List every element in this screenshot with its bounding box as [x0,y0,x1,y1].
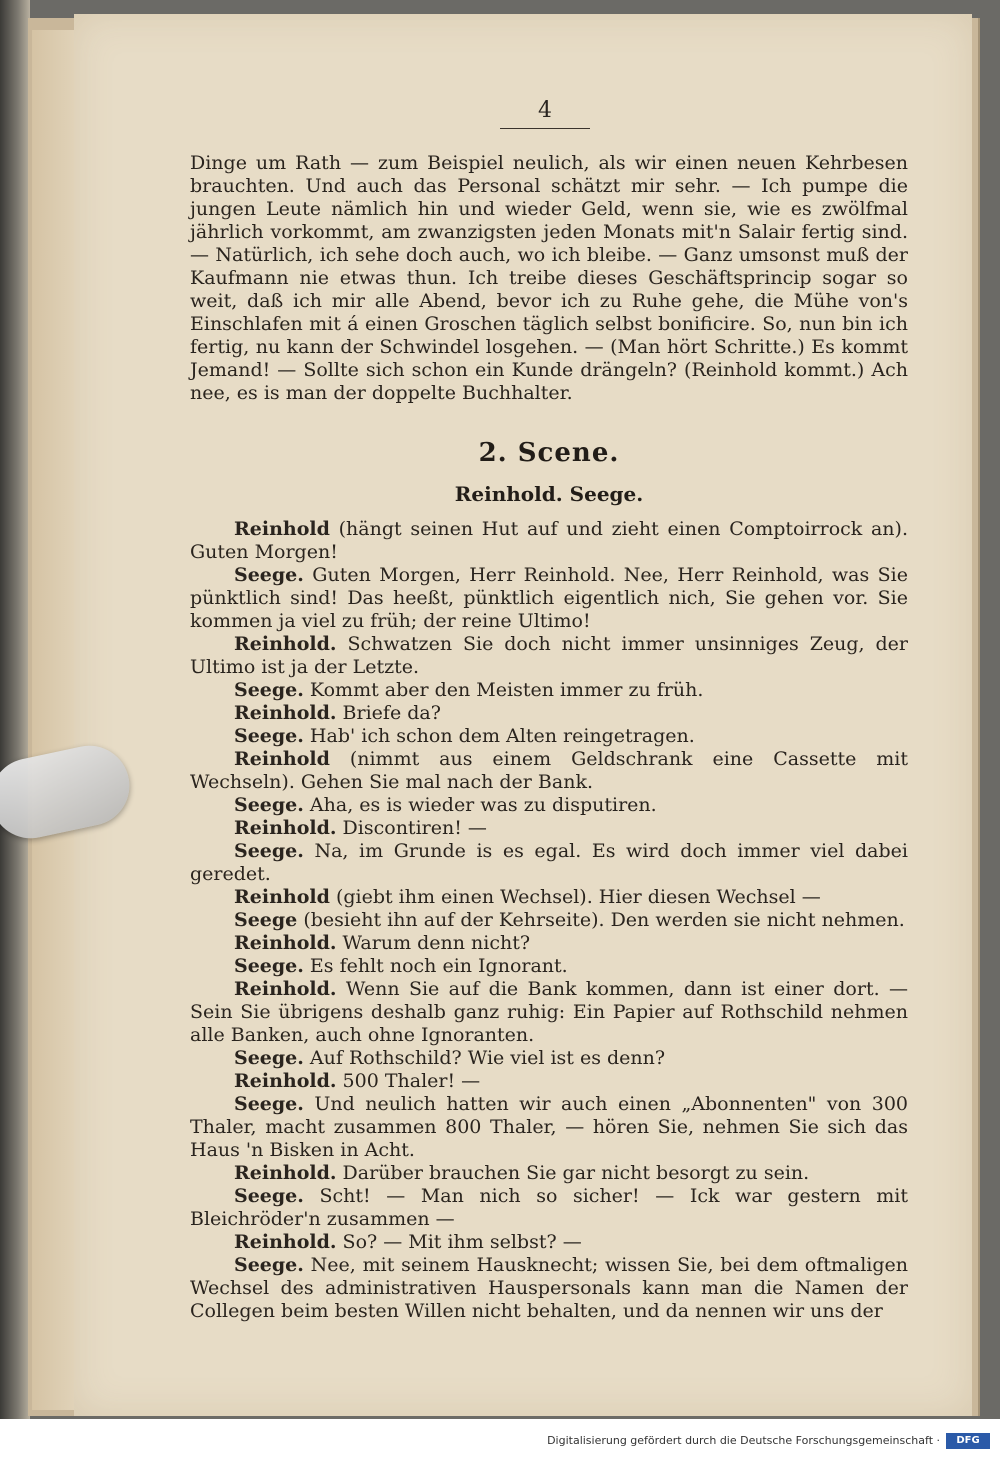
book-spine [0,0,30,1440]
dialogue-line [190,1254,908,1323]
dialogue-line [190,518,908,564]
line-text: Auf Rothschild? Wie viel ist es denn? [303,1047,666,1069]
line-text: Darüber brauchen Sie gar nicht besorgt zu sein. [336,1162,810,1184]
dialogue-line [190,1185,908,1231]
speaker: Seege. [234,725,304,747]
dialogue-line [190,1047,908,1070]
dialogue-line [190,978,908,1047]
line-text: Es fehlt noch ein Ignorant. [303,955,568,977]
dialogue-line [190,564,908,633]
dialogue-line [190,840,908,886]
line-text: Warum denn nicht? [336,932,531,954]
speaker: Reinhold. [234,817,337,839]
dfg-logo: DFG [946,1433,990,1449]
speaker: Reinhold. [234,1231,337,1253]
speaker: Reinhold. [234,978,337,1000]
speaker: Seege. [234,840,304,862]
dialogue-line [190,955,908,978]
line-text: (hängt seinen Hut auf und zieht einen Comptoirrock an). Guten Morgen! [190,518,908,563]
speaker: Reinhold [234,886,330,908]
dialogue-line [190,909,908,932]
speaker: Reinhold [234,518,330,540]
dialogue-line [190,886,908,909]
line-text: Aha, es is wieder was zu disputiren. [303,794,657,816]
opening-paragraph [190,152,908,405]
speaker: Seege. [234,955,304,977]
line-text: Hab' ich schon dem Alten reingetragen. [303,725,695,747]
page-edge [32,30,74,1410]
line-text: Scht! — Man nich so sicher! — Ick war gestern mit Bleichröder'n zusammen — [190,1185,908,1230]
footer-bar [0,1419,1000,1459]
scene-title: 2. Scene. [478,438,620,468]
dialogue-line [190,702,908,725]
speaker: Seege. [234,564,304,586]
line-text: Discontiren! — [336,817,487,839]
speaker: Seege. [234,1093,304,1115]
dialogue-line [190,748,908,794]
scene-persons: Reinhold. Seege. [454,482,644,506]
dialogue-line [190,932,908,955]
funding-note: Digitalisierung gefördert durch die Deutsche Forschungsgemeinschaft · [547,1434,940,1447]
dialogue-line [190,1231,908,1254]
line-text: (besieht ihn auf der Kehrseite). Den werden sie nicht nehmen. [297,909,905,931]
page-number: 4 [538,98,552,123]
dialogue-line [190,679,908,702]
line-text: Na, im Grunde is es egal. Es wird doch immer viel dabei geredet. [190,840,908,885]
dialogue-line [190,794,908,817]
line-text: So? — Mit ihm selbst? — [336,1231,582,1253]
speaker: Seege. [234,1047,304,1069]
line-text: Wenn Sie auf die Bank kommen, dann ist einer dort. — Sein Sie übrigens deshalb ganz ruhig: Ein Papier auf Rothschild nehmen alle Banken, auch ohne Ignoranten. [190,978,908,1046]
speaker: Reinhold. [234,932,337,954]
speaker: Reinhold. [234,1162,337,1184]
line-text: (giebt ihm einen Wechsel). Hier diesen Wechsel — [329,886,821,908]
dialogue-line [190,1162,908,1185]
line-text: Schwatzen Sie doch nicht immer unsinniges Zeug, der Ultimo ist ja der Letzte. [190,633,908,678]
paragraph-text: Dinge um Rath — zum Beispiel neulich, als wir einen neuen Kehrbesen brauchten. Und auch das Personal schätzt mir sehr. — Ich pumpe die jungen Leute nämlich hin und wieder Geld, wenn sie, wie es zwölfmal jährlich vorkommt, am zwanzigsten jeden Monats mit'n Salair fertig sind. — Natürlich, ich sehe doch auch, wo ich bleibe. — Ganz umsonst muß der Kaufmann nie etwas thun. Ich treibe dieses Geschäftsprincip sogar so weit, daß ich mir alle Abend, bevor ich zu Ruhe gehe, die Mühe von's Einschlafen mit á einen Groschen täglich selbst bonificire. So, nun bin ich fertig, nu kann der Schwindel losgehen. — (Man hört Schritte.) Es kommt Jemand! — Sollte sich schon ein Kunde drängeln? (Reinhold kommt.) Ach nee, es is man der doppelte Buchhalter. [190,152,908,404]
line-text: (nimmt aus einem Geldschrank eine Cassette mit Wechseln). Gehen Sie mal nach der Bank. [190,748,908,793]
speaker: Reinhold. [234,702,337,724]
line-text: Nee, mit seinem Hausknecht; wissen Sie, bei dem oftmaligen Wechsel des administrativen Hauspersonals kann man die Namen der Collegen beim besten Willen nicht behalten, und da nennen wir uns der [190,1254,908,1322]
line-text: 500 Thaler! — [336,1070,481,1092]
speaker: Seege. [234,794,304,816]
speaker: Seege. [234,1254,304,1276]
line-text: Kommt aber den Meisten immer zu früh. [303,679,704,701]
page-number-rule [500,128,590,129]
line-text: Briefe da? [336,702,441,724]
dialogue-line [190,633,908,679]
dialogue-line [190,817,908,840]
dialogue-line [190,1093,908,1162]
line-text: Und neulich hatten wir auch einen „Abonnenten" von 300 Thaler, macht zusammen 800 Thaler, — hören Sie, nehmen Sie sich das Haus 'n Bisken in Acht. [190,1093,908,1161]
dialogue-line [190,725,908,748]
speaker: Seege. [234,679,304,701]
speaker: Reinhold [234,748,330,770]
dialogue-line [190,1070,908,1093]
speaker: Seege. [234,1185,304,1207]
speaker: Seege [234,909,298,931]
dialogue [190,518,908,1323]
line-text: Guten Morgen, Herr Reinhold. Nee, Herr Reinhold, was Sie pünktlich sind! Das heeßt, pünktlich eigentlich nich, Sie gehen vor. Sie kommen ja viel zu früh; der reine Ultimo! [190,564,908,632]
speaker: Reinhold. [234,633,337,655]
speaker: Reinhold. [234,1070,337,1092]
